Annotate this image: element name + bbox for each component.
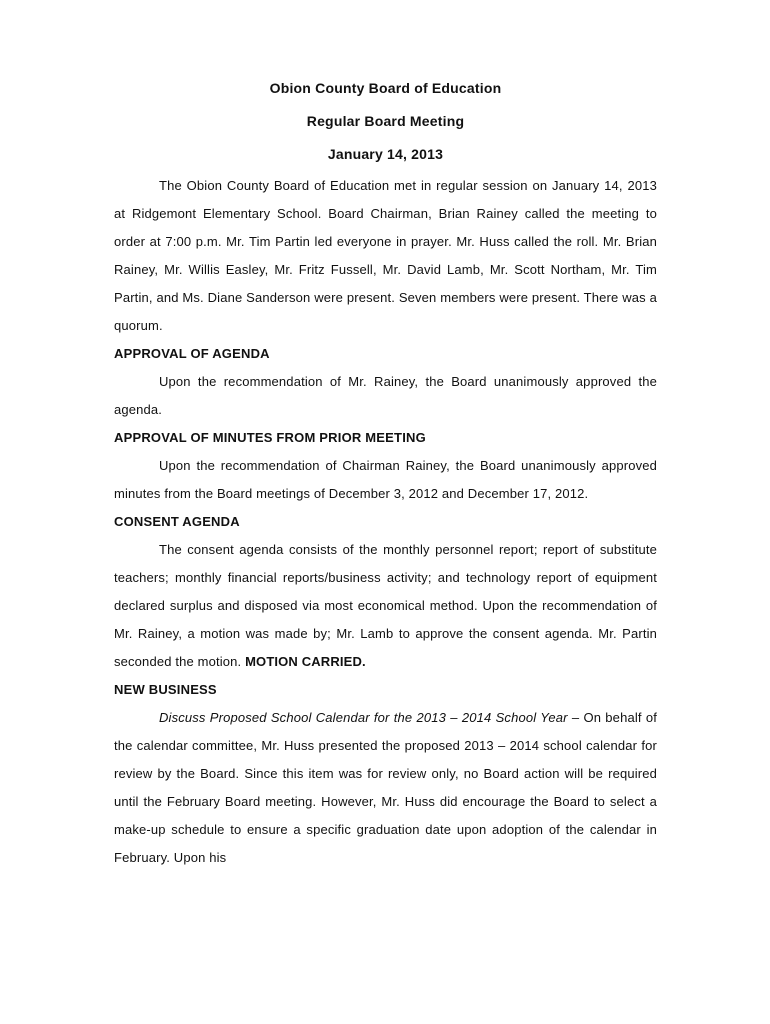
meeting-date-heading: January 14, 2013 <box>327 146 444 162</box>
approval-of-minutes-paragraph: Upon the recommendation of Chairman Rainey, the Board unanimously approved minutes from the Board meetings of December 3, 2012 and December 17, 2012. <box>114 458 657 501</box>
consent-agenda-text: The consent agenda consists of the monthly personnel report; report of substitute teachers; monthly financial reports/business activity; and technology report of equipment declared surplus and disposed via most economical method. Upon the recommendation of Mr. Rainey, a motion was made by; Mr. Lamb to approve the consent agenda. Mr. Partin seconded the motion. <box>114 542 657 669</box>
new-business-heading: NEW BUSINESS <box>114 682 217 697</box>
approval-of-agenda-paragraph: Upon the recommendation of Mr. Rainey, the Board unanimously approved the agenda. <box>114 374 657 417</box>
motion-carried-text: MOTION CARRIED. <box>245 654 366 669</box>
calendar-item-text: On behalf of the calendar committee, Mr. Huss presented the proposed 2013 – 2014 school calendar for review by the Board. Since this item was for review only, no Board action will be required until the February Board meeting. However, Mr. Huss did encourage the Board to select a make-up schedule to ensure a specific graduation date upon adoption of the calendar in February. Upon his <box>114 710 657 865</box>
minutes-body <box>114 172 657 872</box>
calendar-item-title: Discuss Proposed School Calendar for the 2013 – 2014 School Year <box>159 710 568 725</box>
consent-agenda-heading: CONSENT AGENDA <box>114 514 240 529</box>
document-title: Obion County Board of Education <box>269 80 502 96</box>
approval-of-agenda-heading: APPROVAL OF AGENDA <box>114 346 270 361</box>
approval-of-minutes-heading: APPROVAL OF MINUTES FROM PRIOR MEETING <box>114 430 426 445</box>
item-separator: – <box>567 710 584 725</box>
intro-paragraph: The Obion County Board of Education met in regular session on January 14, 2013 at Ridgemont Elementary School. Board Chairman, Brian Rainey called the meeting to order at 7:00 p.m. Mr. Tim Partin led everyone in prayer. Mr. Huss called the roll. Mr. Brian Rainey, Mr. Willis Easley, Mr. Fritz Fussell, Mr. David Lamb, Mr. Scott Northam, Mr. Tim Partin, and Ms. Diane Sanderson were present. Seven members were present. There was a quorum. <box>114 178 657 333</box>
consent-agenda-paragraph <box>114 536 657 676</box>
new-business-paragraph <box>114 704 657 872</box>
meeting-type-heading: Regular Board Meeting <box>306 113 465 129</box>
